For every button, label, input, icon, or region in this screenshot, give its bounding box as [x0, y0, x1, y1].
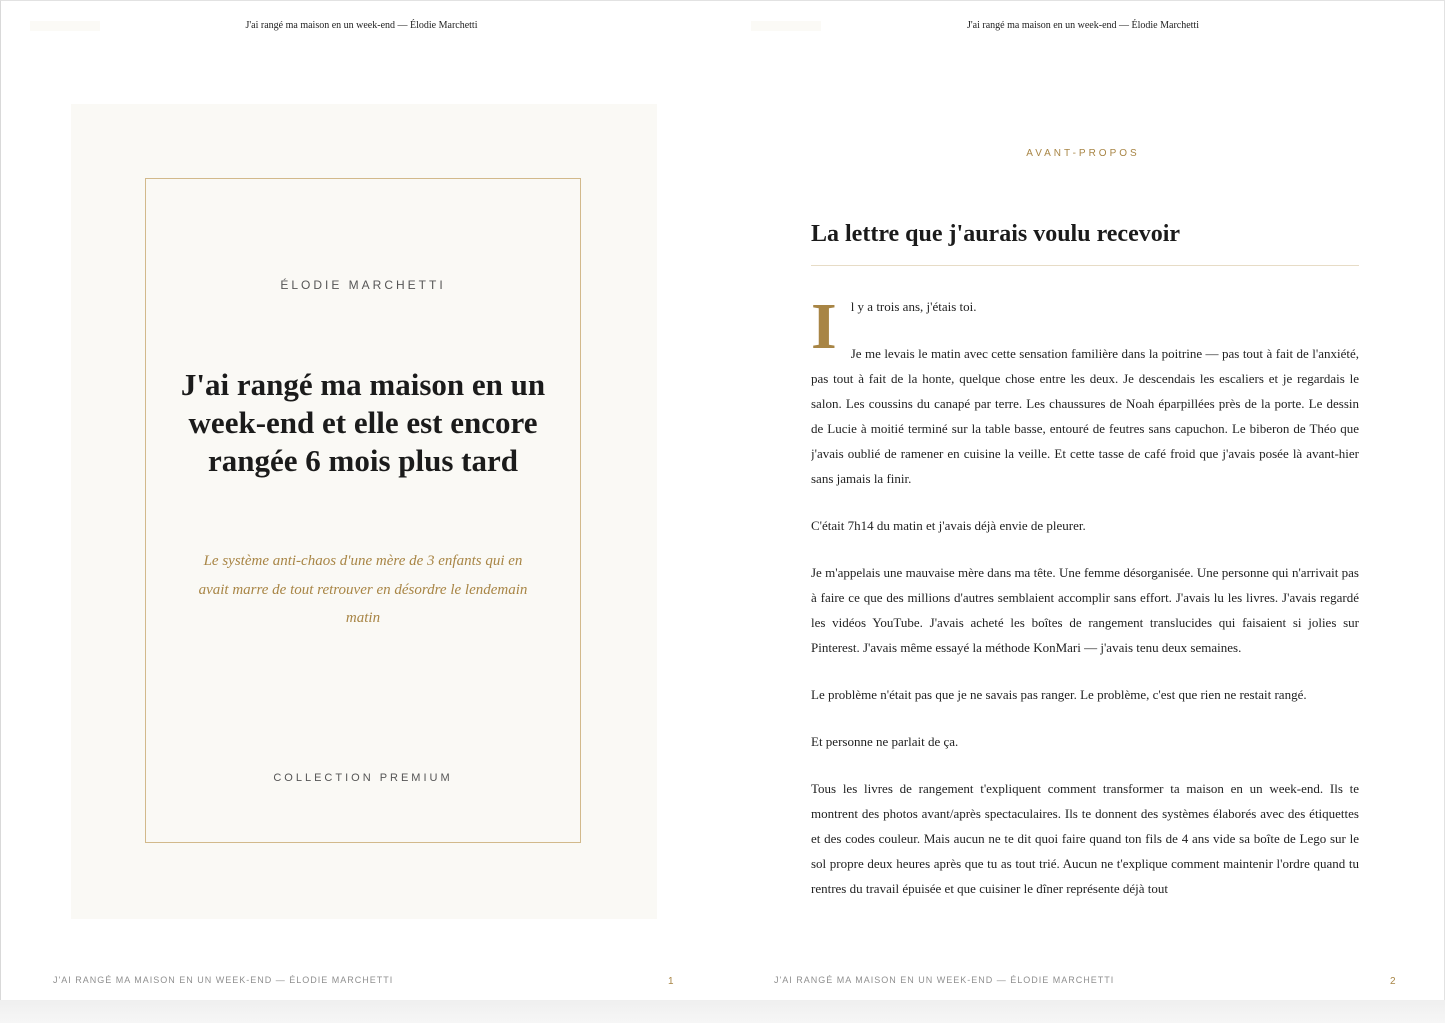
- chapter-body: [811, 294, 1359, 924]
- page-number: 1: [668, 976, 674, 987]
- paragraph: l y a trois ans, j'étais toi.: [850, 299, 977, 314]
- page-left: [0, 0, 722, 1000]
- cover: [71, 104, 657, 919]
- running-footer: J'AI RANGÉ MA MAISON EN UN WEEK-END — ÉLODIE MARCHETTI: [53, 975, 394, 985]
- running-footer: J'AI RANGÉ MA MAISON EN UN WEEK-END — ÉLODIE MARCHETTI: [774, 975, 1115, 985]
- cover-frame: [145, 178, 581, 843]
- paragraph: Je me levais le matin avec cette sensation familière dans la poitrine — pas tout à fait de l'anxiété, pas tout à fait de la honte, quelque chose entre les deux. Je descendais les escaliers et je regardais le salon. Les coussins du canapé par terre. Les chaussures de Noah éparpillées près de la porte. Le dessin de Lucie à moitié terminé sur la table basse, entouré de feutres sans capuchon. Le biberon de Théo que j'avais oublié de ramener en cuisine la veille. Et cette tasse de café froid que j'avais posée là avant-hier sans jamais la finir.: [811, 346, 1359, 486]
- cover-subtitle: Le système anti-chaos d'une mère de 3 enfants qui en avait marre de tout retrouver en désordre le lendemain matin: [198, 553, 528, 626]
- running-header: J'ai rangé ma maison en un week-end — Élodie Marchetti: [966, 20, 1199, 31]
- cover-author: ÉLODIE MARCHETTI: [280, 278, 446, 292]
- drop-cap: I: [811, 294, 837, 363]
- cover-title: J'ai rangé ma maison en un week-end et elle est encore rangée 6 mois plus tard: [180, 367, 546, 478]
- page-number: 2: [1390, 976, 1396, 987]
- paragraph: Et personne ne parlait de ça.: [811, 734, 959, 749]
- paragraph: Je m'appelais une mauvaise mère dans ma tête. Une femme désorganisée. Une personne qui n'arrivait pas à faire ce que des millions d'autres semblaient accomplir sans effort. J'avais lu les livres. J'avais regardé les vidéos YouTube. J'avais acheté les boîtes de rangement translucides qui faisaient si jolies sur Pinterest. J'avais même essayé la méthode KonMari — j'avais tenu deux semaines.: [811, 565, 1359, 655]
- paragraph: Tous les livres de rangement t'expliquent comment transformer ta maison en un week-end. Ils te montrent des photos avant/après spectaculaires. Ils te donnent des systèmes élaborés avec des étiquettes et des codes couleur. Mais aucun ne te dit quoi faire quand ton fils de 4 ans vide sa boîte de Lego sur le sol propre deux heures après que tu as tout trié. Aucun ne t'explique comment maintenir l'ordre quand tu rentres du travail épuisée et que cuisiner le dîner représente déjà tout: [811, 781, 1359, 896]
- page-right: [722, 0, 1445, 1000]
- chapter-title: La lettre que j'aurais voulu recevoir: [811, 221, 1181, 247]
- chapter-eyebrow: AVANT-PROPOS: [1026, 148, 1140, 159]
- paragraph: C'était 7h14 du matin et j'avais déjà envie de pleurer.: [811, 518, 1086, 533]
- paragraph: Le problème n'était pas que je ne savais pas ranger. Le problème, c'est que rien ne restait rangé.: [811, 687, 1307, 702]
- title-divider: [811, 265, 1359, 266]
- running-header: J'ai rangé ma maison en un week-end — Élodie Marchetti: [245, 20, 478, 31]
- cover-collection: COLLECTION PREMIUM: [273, 772, 453, 784]
- reader-bottom-bar: [0, 1000, 1445, 1023]
